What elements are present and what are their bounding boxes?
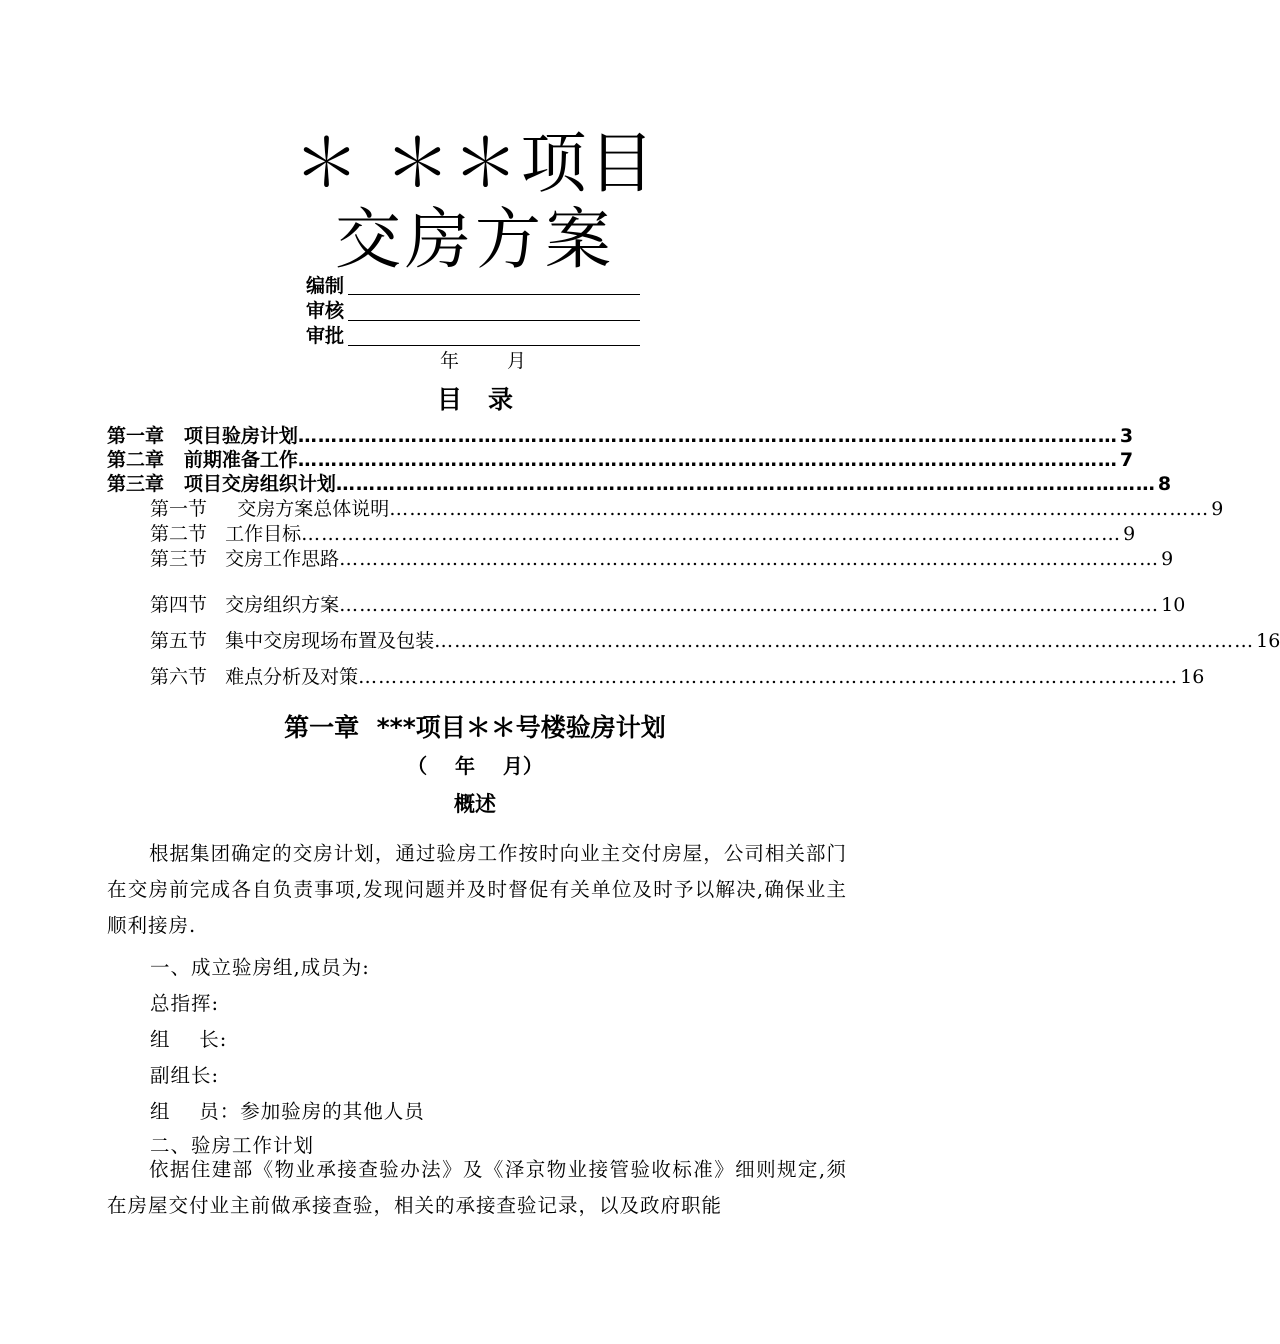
toc-chapter[interactable] bbox=[107, 472, 1172, 496]
toc-leader: …………………………………………………………………………………………………………… bbox=[389, 498, 1210, 520]
toc-leader: …………………………………………………………………………………………………………… bbox=[358, 666, 1179, 688]
toc-leader: …………………………………………………………………………………………………………… bbox=[434, 630, 1255, 652]
toc-leader: …………………………………………………………………………………………………………… bbox=[339, 594, 1160, 616]
chapter-date: （ 年 月） bbox=[407, 754, 543, 778]
toc-section[interactable] bbox=[150, 664, 1205, 690]
toc-page: 10 bbox=[1161, 594, 1186, 616]
date-year: 年 bbox=[440, 350, 462, 372]
role-deputy: 副组长: bbox=[150, 1064, 220, 1087]
chapter-heading: 第一章 ***项目＊＊号楼验房计划 bbox=[284, 713, 666, 742]
toc-chapter[interactable] bbox=[107, 448, 1134, 472]
date-month: 月 bbox=[507, 350, 529, 372]
toc-label: 第二章 前期准备工作 bbox=[107, 449, 298, 471]
document-title-line2: 交房方案 bbox=[335, 201, 615, 278]
toc-section[interactable] bbox=[150, 546, 1174, 572]
toc-section[interactable] bbox=[150, 496, 1224, 522]
toc-label: 第三章 项目交房组织计划 bbox=[107, 473, 336, 495]
toc-label: 第五节 集中交房现场布置及包装 bbox=[150, 630, 435, 652]
toc-page: 8 bbox=[1157, 473, 1172, 495]
role-leader: 组 长: bbox=[150, 1028, 228, 1051]
role-commander: 总指挥: bbox=[150, 992, 220, 1015]
toc-label: 第一节 交房方案总体说明 bbox=[150, 498, 390, 520]
toc-leader: …………………………………………………………………………………………………………… bbox=[297, 449, 1118, 471]
item-two: 二、验房工作计划 bbox=[150, 1134, 315, 1157]
toc-page: 16 bbox=[1256, 630, 1280, 652]
toc-label: 第三节 交房工作思路 bbox=[150, 548, 340, 570]
document-date bbox=[440, 346, 528, 373]
toc-leader: …………………………………………………………………………………………………………… bbox=[301, 523, 1122, 545]
toc-leader: …………………………………………………………………………………………………………… bbox=[297, 425, 1118, 447]
toc-page: 16 bbox=[1180, 666, 1205, 688]
sign-field-review: 审核 bbox=[306, 300, 345, 322]
toc-page: 7 bbox=[1119, 449, 1134, 471]
role-members: 组 员：参加验房的其他人员 bbox=[150, 1100, 425, 1123]
toc-section[interactable] bbox=[150, 521, 1136, 547]
toc-section[interactable] bbox=[150, 592, 1186, 618]
toc-leader: …………………………………………………………………………………………………………… bbox=[335, 473, 1156, 495]
toc-label: 第四节 交房组织方案 bbox=[150, 594, 340, 616]
toc-label: 第六节 难点分析及对策 bbox=[150, 666, 359, 688]
toc-page: 3 bbox=[1119, 425, 1134, 447]
toc-label: 第二节 工作目标 bbox=[150, 523, 302, 545]
toc-leader: …………………………………………………………………………………………………………… bbox=[339, 548, 1160, 570]
toc-label: 第一章 项目验房计划 bbox=[107, 425, 298, 447]
document-title-line1: ＊ ＊＊项目 bbox=[293, 125, 657, 202]
toc-page: 9 bbox=[1211, 498, 1224, 520]
toc-title: 目 录 bbox=[436, 385, 514, 414]
item-one: 一、成立验房组,成员为: bbox=[150, 956, 370, 979]
sign-field-approve: 审批 bbox=[306, 325, 345, 347]
sign-line-review bbox=[348, 320, 640, 321]
toc-section[interactable] bbox=[150, 628, 1280, 654]
overview-title: 概述 bbox=[454, 792, 496, 816]
basis-paragraph: 依据住建部《物业承接查验办法》及《泽京物业接管验收标准》细则规定,须在房屋交付业主前做承接查验，相关的承接查验记录，以及政府职能 bbox=[107, 1158, 847, 1217]
toc-page: 9 bbox=[1123, 523, 1136, 545]
toc-page: 9 bbox=[1161, 548, 1174, 570]
toc-chapter[interactable] bbox=[107, 424, 1134, 448]
intro-paragraph: 根据集团确定的交房计划，通过验房工作按时向业主交付房屋，公司相关部门在交房前完成各自负责事项,发现问题并及时督促有关单位及时予以解决,确保业主顺利接房. bbox=[107, 842, 847, 937]
sign-line-compile bbox=[348, 294, 640, 295]
sign-field-compile: 编制 bbox=[306, 275, 345, 297]
